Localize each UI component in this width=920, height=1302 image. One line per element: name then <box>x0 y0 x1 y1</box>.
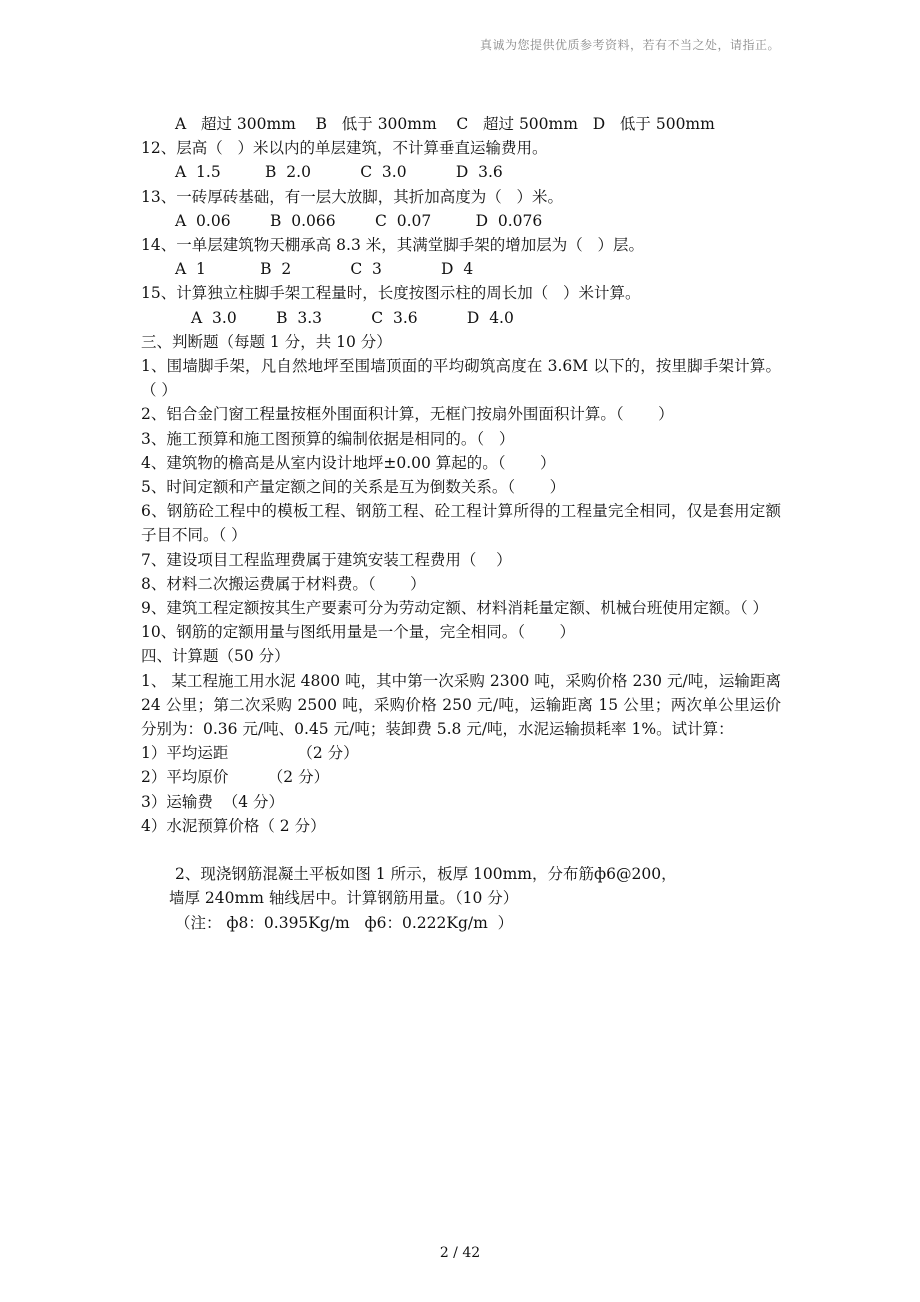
spacer <box>141 838 781 862</box>
judgement-10: 10、钢筋的定额用量与图纸用量是一个量，完全相同。（ ） <box>141 623 575 642</box>
judgement-3: 3、施工预算和施工图预算的编制依据是相同的。（ ） <box>141 429 515 448</box>
q15-options: A 3.0 B 3.3 C 3.6 D 4.0 <box>191 308 514 327</box>
question-12: 12、层高（ ）米以内的单层建筑，不计算垂直运输费用。 <box>141 139 548 158</box>
q11-options: A 超过 300mm B 低于 300mm C 超过 500mm D 低于 500mm <box>175 115 715 133</box>
calc-1-part-3: 3）运输费 （4 分） <box>141 792 285 811</box>
section-4-title: 四、计算题（50 分） <box>141 647 290 666</box>
question-13: 13、一砖厚砖基础，有一层大放脚，其折加高度为（ ）米。 <box>141 187 564 206</box>
judgement-5: 5、时间定额和产量定额之间的关系是互为倒数关系。（ ） <box>141 478 566 497</box>
calculation-2-line-1: 2、现浇钢筋混凝土平板如图 1 所示，板厚 100mm，分布筋ф6@200， <box>175 865 677 884</box>
calculation-1: 1、 某工程施工用水泥 4800 吨，其中第一次采购 2300 吨，采购价格 230 元/吨，运输距离 24 公里；第二次采购 2500 吨，采购价格 250 元/吨，运输距离 15 公里；两次单公里运价分别为：0.36 元/吨、0.45 元/吨；装卸费 5.8 元/吨，水泥运输损耗率 1%。试计算： <box>141 671 781 739</box>
judgement-6: 6、钢筋砼工程中的模板工程、钢筋工程、砼工程计算所得的工程量完全相同，仅是套用定额子目不同。（ ） <box>141 502 781 545</box>
judgement-2: 2、铝合金门窗工程量按框外围面积计算，无框门按扇外围面积计算。（ ） <box>141 405 674 424</box>
q13-options: A 0.06 B 0.066 C 0.07 D 0.076 <box>175 211 543 230</box>
q14-options: A 1 B 2 C 3 D 4 <box>175 260 474 279</box>
judgement-1: 1、围墙脚手架，凡自然地坪至围墙顶面的平均砌筑高度在 3.6M 以下的，按里脚手架计算。（ ） <box>141 357 781 400</box>
calc-1-part-1: 1）平均运距 （2 分） <box>141 744 359 763</box>
document-body <box>141 112 781 935</box>
judgement-7: 7、建设项目工程监理费属于建筑安装工程费用（ ） <box>141 550 512 569</box>
calc-1-part-2: 2）平均原价 （2 分） <box>141 768 330 787</box>
question-15: 15、计算独立柱脚手架工程量时，长度按图示柱的周长加（ ）米计算。 <box>141 284 641 303</box>
calculation-2-note: （注： ф8：0.395Kg/m ф6：0.222Kg/m ） <box>175 913 514 932</box>
judgement-9: 9、建筑工程定额按其生产要素可分为劳动定额、材料消耗量定额、机械台班使用定额。（ ） <box>141 599 769 618</box>
section-3-title: 三、判断题（每题 1 分，共 10 分） <box>141 332 392 351</box>
page-number: 2 / 42 <box>439 1245 481 1261</box>
question-14: 14、一单层建筑物天棚承高 8.3 米，其满堂脚手架的增加层为（ ）层。 <box>141 236 645 255</box>
calculation-2-line-2: 墙厚 240mm 轴线居中。计算钢筋用量。（10 分） <box>169 889 519 908</box>
q12-options: A 1.5 B 2.0 C 3.0 D 3.6 <box>175 163 503 182</box>
header-note: 真诚为您提供优质参考资料，若有不当之处，请指正。 <box>479 38 780 52</box>
judgement-4: 4、建筑物的檐高是从室内设计地坪±0.00 算起的。（ ） <box>141 453 556 472</box>
judgement-8: 8、材料二次搬运费属于材料费。（ ） <box>141 574 426 593</box>
calc-1-part-4: 4）水泥预算价格（ 2 分） <box>141 816 326 835</box>
